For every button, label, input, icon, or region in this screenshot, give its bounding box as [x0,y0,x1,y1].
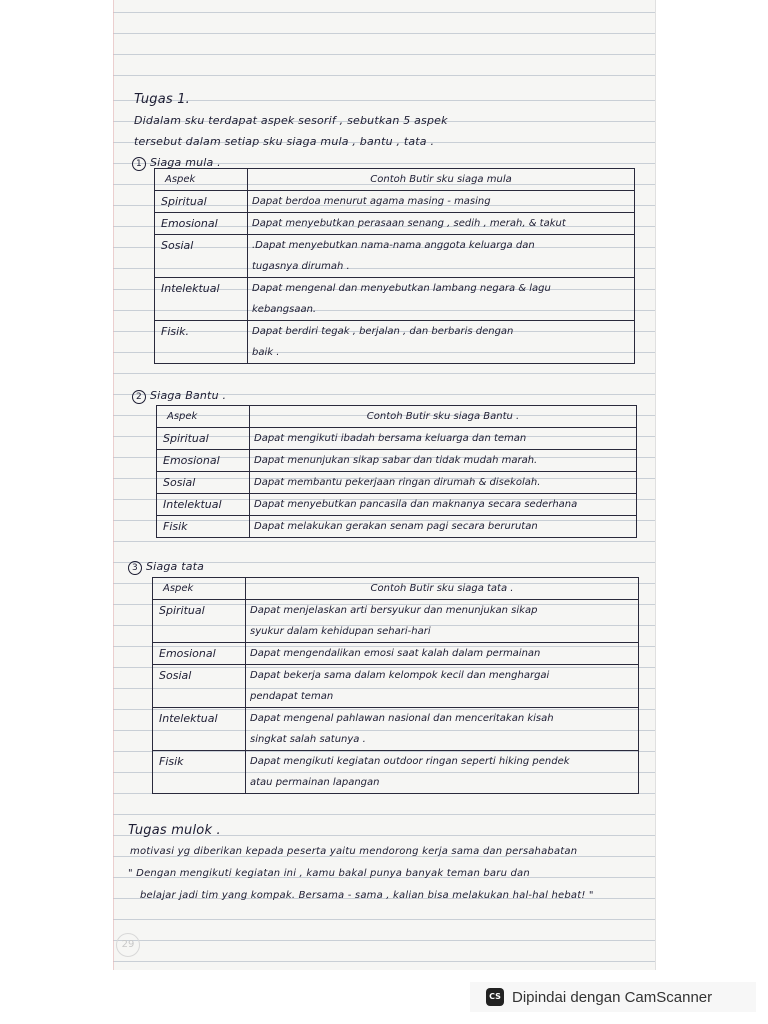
aspect-cell: Spiritual [153,600,246,643]
table-row [157,428,637,450]
table-row [155,213,635,235]
section-number-badge: 1 [132,157,146,171]
content-cell [248,321,635,364]
aspect-cell: Emosional [155,213,248,235]
table-row [153,600,639,643]
content-cell [250,494,637,516]
siaga-tata-table [152,577,639,794]
content-line: kebangsaan. [252,304,317,315]
aspect-cell: Intelektual [153,708,246,751]
aspect-cell: Sosial [153,665,246,708]
content-column-header: Contoh Butir sku siaga mula [248,169,635,191]
content-line: Dapat menyebutkan pancasila dan maknanya secara sederhana [254,499,578,510]
table-row [153,665,639,708]
table-header-row [155,169,635,191]
section-2-heading [132,389,226,404]
aspect-cell: Sosial [155,235,248,278]
content-cell [246,708,639,751]
aspect-cell: Sosial [157,472,250,494]
task1-line-2: tersebut dalam setiap sku siaga mula , bantu , tata . [134,135,435,148]
table-row [153,751,639,794]
content-line: tugasnya dirumah . [252,261,350,272]
content-cell [246,600,639,643]
content-cell [246,665,639,708]
siaga-bantu-table [156,405,637,538]
aspect-cell: Emosional [157,450,250,472]
aspect-column-header: Aspek [153,578,246,600]
aspect-column-header: Aspek [157,406,250,428]
content-line: Dapat mengikuti kegiatan outdoor ringan seperti hiking pendek [250,756,570,767]
camscanner-watermark [470,982,756,1012]
content-line: Dapat melakukan gerakan senam pagi secara berurutan [254,521,538,532]
aspect-cell: Emosional [153,643,246,665]
content-line: .Dapat menyebutkan nama-nama anggota keluarga dan [252,240,535,251]
table-row [157,472,637,494]
content-line: Dapat membantu pekerjaan ringan dirumah & disekolah. [254,477,541,488]
margin-line [113,0,114,970]
aspect-cell: Spiritual [155,191,248,213]
content-cell [250,428,637,450]
table-row [155,321,635,364]
section-number-badge: 3 [128,561,142,575]
content-cell [250,472,637,494]
content-line: baik . [252,347,280,358]
section-title: Siaga Bantu . [150,389,227,402]
table-header-row [153,578,639,600]
content-column-header: Contoh Butir sku siaga Bantu . [250,406,637,428]
content-cell [248,278,635,321]
table-row [155,278,635,321]
content-line: Dapat mengikuti ibadah bersama keluarga dan teman [254,433,527,444]
section-3-heading [128,560,204,575]
table-row [153,708,639,751]
content-line: Dapat berdiri tegak , berjalan , dan berbaris dengan [252,326,514,337]
task1-title: Tugas 1. [134,92,190,107]
content-line: atau permainan lapangan [250,777,380,788]
content-line: Dapat menjelaskan arti bersyukur dan menunjukan sikap [250,605,538,616]
aspect-cell: Fisik [157,516,250,538]
task1-line-1: Didalam sku terdapat aspek sesorif , sebutkan 5 aspek [134,114,448,127]
aspect-column-header: Aspek [155,169,248,191]
content-line: Dapat mengendalikan emosi saat kalah dalam permainan [250,648,541,659]
content-line: Dapat menyebutkan perasaan senang , sedih , merah, & takut [252,218,566,229]
table-row [155,191,635,213]
content-cell [248,191,635,213]
section-title: Siaga mula . [150,156,221,169]
content-line: pendapat teman [250,691,334,702]
camscanner-logo-icon: CS [486,988,504,1006]
section-title: Siaga tata [146,560,205,573]
table-row [157,516,637,538]
watermark-text: Dipindai dengan CamScanner [512,988,713,1006]
section-number-badge: 2 [132,390,146,404]
content-line: Dapat mengenal dan menyebutkan lambang negara & lagu [252,283,551,294]
content-cell [250,450,637,472]
siaga-mula-table [154,168,635,364]
content-cell [248,213,635,235]
task2-line-2: " Dengan mengikuti kegiatan ini , kamu bakal punya banyak teman baru dan [128,868,530,879]
content-cell [250,516,637,538]
aspect-cell: Fisik. [155,321,248,364]
content-cell [246,643,639,665]
table-row [157,494,637,516]
table-row [155,235,635,278]
content-cell [246,751,639,794]
content-line: Dapat mengenal pahlawan nasional dan menceritakan kisah [250,713,554,724]
table-row [157,450,637,472]
aspect-cell: Fisik [153,751,246,794]
aspect-cell: Spiritual [157,428,250,450]
content-line: Dapat berdoa menurut agama masing - masing [252,196,491,207]
task2-line-3: belajar jadi tim yang kompak. Bersama - sama , kalian bisa melakukan hal-hal hebat! " [140,890,594,901]
aspect-cell: Intelektual [155,278,248,321]
table-row [153,643,639,665]
task2-title: Tugas mulok . [128,823,221,838]
content-line: syukur dalam kehidupan sehari-hari [250,626,431,637]
page-number: 29 [116,933,140,957]
task2-line-1: motivasi yg diberikan kepada peserta yaitu mendorong kerja sama dan persahabatan [130,846,578,857]
content-column-header: Contoh Butir sku siaga tata . [246,578,639,600]
content-line: Dapat menunjukan sikap sabar dan tidak mudah marah. [254,455,538,466]
content-line: Dapat bekerja sama dalam kelompok kecil dan menghargai [250,670,550,681]
aspect-cell: Intelektual [157,494,250,516]
table-header-row [157,406,637,428]
content-line: singkat salah satunya . [250,734,366,745]
content-cell [248,235,635,278]
